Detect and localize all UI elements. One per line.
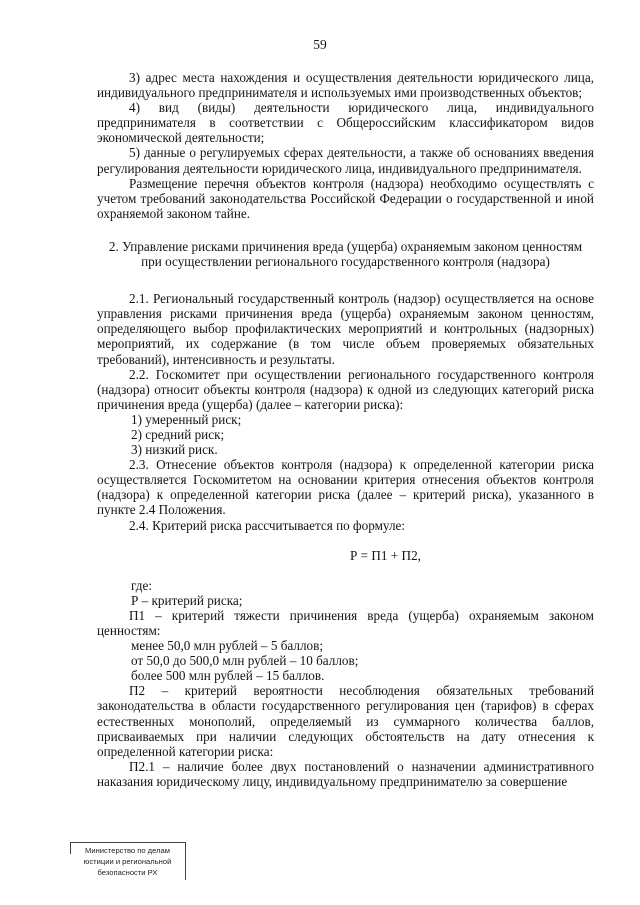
section-heading: 2. Управление рисками причинения вреда (ущерба) охраняемым законом ценностям при осуществлении регионального государственного контроля (надзора) xyxy=(108,238,583,270)
risk-formula: Р = П1 + П2, xyxy=(350,547,421,563)
score-50-to-500: от 50,0 до 500,0 млн рублей – 10 баллов; xyxy=(131,653,359,669)
paragraph-2-3: 2.3. Отнесение объектов контроля (надзора) к определенной категории риска осуществляется Госкомитетом на основании критерия отнесения объектов контроля (надзора) к определенной категории риска (далее – критерий риска), указанного в пункте 2.4 Положения. xyxy=(97,457,594,518)
ministry-stamp xyxy=(70,842,186,880)
paragraph-p2-1: П2.1 – наличие более двух постановлений о назначении административного наказания юридическому лицу, индивидуальному предпринимателю за совершение xyxy=(97,758,594,789)
definition-p1: П1 – критерий тяжести причинения вреда (ущерба) охраняемым законом ценностям: xyxy=(97,607,594,638)
risk-category-low: 3) низкий риск. xyxy=(131,442,218,458)
stamp-line-2: юстиции и региональной xyxy=(83,857,172,866)
paragraph-regulated-spheres: 5) данные о регулируемых сферах деятельности, а также об основаниях введения регулирования деятельности юридического лица, индивидуального предпринимателя. xyxy=(97,145,594,176)
risk-category-moderate: 1) умеренный риск; xyxy=(131,411,242,427)
paragraph-activity-type: 4) вид (виды) деятельности юридического лица, индивидуального предпринимателя в соответствии с Общероссийским классификатором видов экономической деятельности; xyxy=(97,100,594,146)
paragraph-list-publication: Размещение перечня объектов контроля (надзора) необходимо осуществлять с учетом требований законодательства Российской Федерации о государственной и иной охраняемой законом тайне. xyxy=(97,175,594,221)
stamp-line-3: безопасности РХ xyxy=(97,868,158,877)
paragraph-2-2: 2.2. Госкомитет при осуществлении регионального государственного контроля (надзора) относит объекты контроля (надзора) к одной из следующих категорий риска причинения вреда (ущерба) (далее – категории риска): xyxy=(97,366,594,412)
document-body xyxy=(97,70,594,789)
score-over-500: более 500 млн рублей – 15 баллов. xyxy=(131,668,325,684)
risk-category-medium: 2) средний риск; xyxy=(131,426,225,442)
formula-where: где: xyxy=(131,577,152,593)
definition-p: Р – критерий риска; xyxy=(131,592,243,608)
stamp-border-mark xyxy=(70,842,71,854)
paragraph-address: 3) адрес места нахождения и осуществления деятельности юридического лица, индивидуального предпринимателя и используемых ими производственных объектов; xyxy=(97,70,594,101)
stamp-line-1: Министерство по делам xyxy=(85,846,170,855)
paragraph-2-4: 2.4. Критерий риска рассчитывается по формуле: xyxy=(129,517,406,533)
page-number: 59 xyxy=(313,37,327,52)
paragraph-2-1: 2.1. Региональный государственный контроль (надзор) осуществляется на основе управления рисками причинения вреда (ущерба) охраняемым законом ценностям, определяющего выбор профилактических мероприятий и контрольных (надзорных) мероприятий, их содержание (в том числе объем проверяемых обязательных требований), интенсивность и результаты. xyxy=(97,291,594,367)
definition-p2: П2 – критерий вероятности несоблюдения обязательных требований законодательства в области государственного регулирования цен (тарифов) в сферах естественных монополий, определяемый из суммарного количества баллов, присваиваемых при наличии следующих обстоятельств на дату отнесения к определенной категории риска: xyxy=(97,683,594,759)
score-under-50: менее 50,0 млн рублей – 5 баллов; xyxy=(131,638,324,654)
